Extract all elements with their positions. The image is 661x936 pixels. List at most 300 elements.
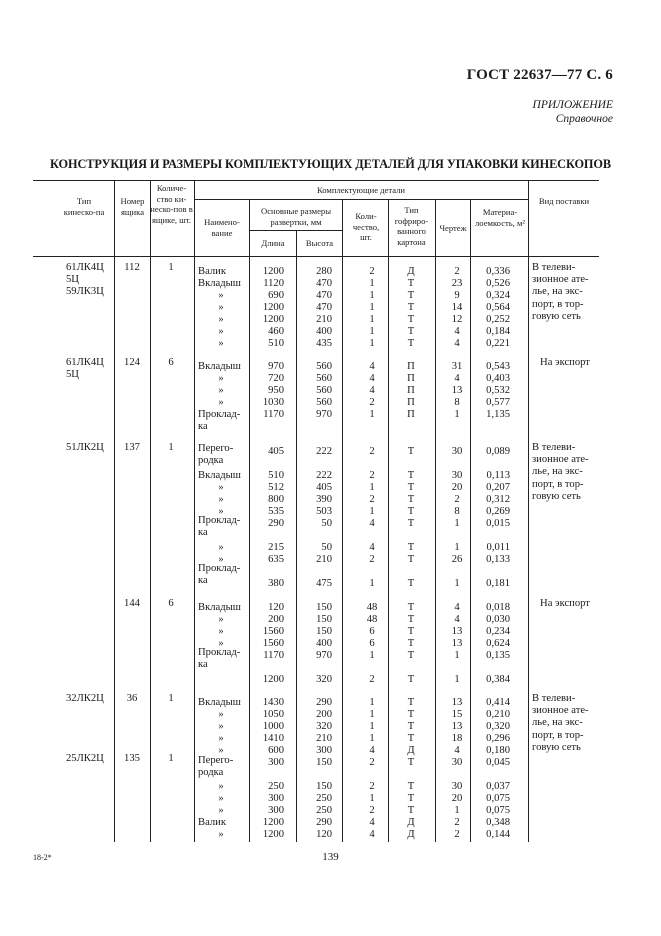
length-cell: 200 [268, 614, 284, 625]
ditto-mark: » [218, 397, 224, 408]
delivery-cell: В телеви-зионное ате-лье, на экс-порт, в тор-говую сеть [532, 262, 589, 322]
part-name-cell: Проклад-ка [198, 647, 241, 670]
header-length: Длина [261, 238, 285, 248]
ditto-mark: » [218, 614, 224, 625]
material-cell: 0,015 [486, 518, 510, 529]
header-material: Материа-лоемкость, м² [475, 207, 525, 228]
box-number-cell: 36 [126, 693, 138, 704]
length-cell: 380 [268, 578, 284, 589]
delivery-cell: На экспорт [540, 598, 590, 609]
qty-cell: 1 [369, 733, 375, 744]
ditto-mark: » [218, 626, 224, 637]
col-divider [435, 199, 436, 842]
part-name-cell: Вкладыш [198, 697, 241, 708]
qty-cell: 1 [369, 326, 375, 337]
ditto-mark: » [218, 482, 224, 493]
length-cell: 290 [268, 518, 284, 529]
qty-cell: 4 [369, 361, 375, 372]
ditto-mark: » [218, 793, 224, 804]
part-name-cell: Перего-родка [198, 755, 234, 778]
ditto-mark: » [218, 506, 224, 517]
height-cell: 50 [321, 518, 332, 529]
header-carton-type: Тип гофриро-ванного картона [394, 205, 429, 247]
carton-type-cell: П [407, 373, 415, 384]
length-cell: 510 [268, 470, 284, 481]
length-cell: 1120 [263, 278, 284, 289]
ditto-mark: » [218, 554, 224, 565]
drawing-cell: 1 [454, 674, 460, 685]
carton-type-cell: П [407, 385, 415, 396]
length-cell: 1560 [262, 638, 284, 649]
length-cell: 1200 [262, 314, 284, 325]
drawing-cell: 2 [454, 817, 460, 828]
length-cell: 1200 [262, 829, 284, 840]
length-cell: 1200 [262, 266, 284, 277]
page-number: 139 [322, 851, 339, 863]
length-cell: 512 [268, 482, 284, 493]
col-divider [470, 199, 471, 842]
height-cell: 470 [316, 302, 332, 313]
drawing-cell: 4 [454, 745, 460, 756]
drawing-cell: 1 [454, 805, 460, 816]
qty-cell: 1 [369, 721, 375, 732]
drawing-cell: 8 [454, 506, 460, 517]
material-cell: 0,045 [486, 757, 510, 768]
carton-type-cell: Т [407, 614, 415, 625]
drawing-cell: 13 [451, 721, 463, 732]
height-cell: 210 [316, 314, 332, 325]
part-name-cell: Проклад-ка [198, 563, 241, 586]
qty-cell: 1 [369, 482, 375, 493]
appendix-note: Справочное [555, 113, 613, 125]
header-tube-type: Тип кинеско-па [63, 196, 105, 217]
col-divider [296, 230, 297, 842]
drawing-cell: 31 [451, 361, 463, 372]
drawing-cell: 4 [454, 373, 460, 384]
material-cell: 0,296 [486, 733, 510, 744]
carton-type-cell: Т [407, 554, 415, 565]
part-name-cell: Вкладыш [198, 470, 241, 481]
carton-type-cell: Т [407, 674, 415, 685]
length-cell: 800 [268, 494, 284, 505]
material-cell: 0,180 [486, 745, 510, 756]
material-cell: 0,252 [486, 314, 510, 325]
drawing-cell: 30 [451, 757, 463, 768]
carton-type-cell: Т [407, 638, 415, 649]
box-number-cell: 112 [124, 262, 140, 273]
material-cell: 0,113 [486, 470, 510, 481]
height-cell: 475 [316, 578, 332, 589]
header-bottom-rule [33, 256, 599, 257]
ditto-mark: » [218, 494, 224, 505]
qty-cell: 4 [369, 745, 375, 756]
qty-cell: 4 [369, 373, 375, 384]
carton-type-cell: Т [407, 626, 415, 637]
height-cell: 970 [316, 650, 332, 661]
carton-type-cell: Т [407, 757, 415, 768]
part-name-cell: Проклад-ка [198, 409, 241, 432]
drawing-cell: 9 [454, 290, 460, 301]
height-cell: 400 [316, 638, 332, 649]
part-name-cell: Валик [198, 266, 226, 277]
qty-cell: 4 [369, 817, 375, 828]
qty-cell: 1 [369, 650, 375, 661]
height-cell: 560 [316, 373, 332, 384]
material-cell: 0,526 [486, 278, 510, 289]
drawing-cell: 2 [454, 266, 460, 277]
col-divider [249, 199, 250, 842]
material-cell: 0,221 [486, 338, 510, 349]
header-name: Наимено-вание [204, 217, 240, 238]
carton-type-cell: Д [407, 266, 415, 277]
height-cell: 503 [316, 506, 332, 517]
material-cell: 0,210 [486, 709, 510, 720]
carton-type-cell: Д [407, 817, 415, 828]
height-cell: 435 [316, 338, 332, 349]
carton-type-cell: Т [407, 709, 415, 720]
drawing-cell: 1 [454, 518, 460, 529]
length-cell: 250 [268, 781, 284, 792]
qty-cell: 2 [369, 781, 375, 792]
material-cell: 0,075 [486, 793, 510, 804]
drawing-cell: 2 [454, 494, 460, 505]
length-cell: 1430 [262, 697, 284, 708]
tube-type-cell: 25ЛК2Ц [66, 753, 104, 764]
material-cell: 0,181 [486, 578, 510, 589]
length-cell: 1000 [262, 721, 284, 732]
material-cell: 0,564 [486, 302, 510, 313]
tube-count-cell: 1 [168, 693, 174, 704]
material-cell: 0,011 [486, 542, 510, 553]
qty-cell: 1 [369, 314, 375, 325]
material-cell: 0,577 [486, 397, 510, 408]
height-cell: 150 [316, 626, 332, 637]
drawing-cell: 14 [451, 302, 463, 313]
carton-type-cell: Т [407, 733, 415, 744]
qty-cell: 2 [369, 554, 375, 565]
header-box-no: Номер ящика [120, 196, 145, 217]
length-cell: 970 [268, 361, 284, 372]
drawing-cell: 18 [451, 733, 463, 744]
part-name-cell: Проклад-ка [198, 515, 241, 538]
qty-cell: 48 [366, 602, 378, 613]
drawing-cell: 4 [454, 602, 460, 613]
carton-type-cell: Т [407, 721, 415, 732]
carton-type-cell: Т [407, 793, 415, 804]
length-cell: 405 [268, 446, 284, 457]
box-number-cell: 124 [124, 357, 140, 368]
ditto-mark: » [218, 542, 224, 553]
qty-cell: 2 [369, 470, 375, 481]
qty-cell: 1 [369, 506, 375, 517]
carton-type-cell: Д [407, 745, 415, 756]
material-cell: 0,624 [486, 638, 510, 649]
appendix-title: ПРИЛОЖЕНИЕ [532, 99, 613, 111]
height-cell: 210 [316, 733, 332, 744]
height-cell: 560 [316, 385, 332, 396]
material-cell: 0,089 [486, 446, 510, 457]
part-name-cell: Валик [198, 817, 226, 828]
length-cell: 1200 [262, 674, 284, 685]
length-cell: 1200 [262, 302, 284, 313]
qty-cell: 2 [369, 757, 375, 768]
qty-cell: 48 [366, 614, 378, 625]
appendix-label [533, 98, 613, 126]
material-cell: 0,336 [486, 266, 510, 277]
carton-type-cell: Т [407, 805, 415, 816]
carton-type-cell: Т [407, 697, 415, 708]
part-name-cell: Вкладыш [198, 361, 241, 372]
height-cell: 470 [316, 290, 332, 301]
qty-cell: 1 [369, 793, 375, 804]
tube-count-cell: 6 [168, 357, 174, 368]
tube-count-cell: 6 [168, 598, 174, 609]
drawing-cell: 13 [451, 697, 463, 708]
col-divider [150, 180, 151, 842]
height-cell: 320 [316, 674, 332, 685]
drawing-cell: 30 [451, 470, 463, 481]
drawing-cell: 30 [451, 446, 463, 457]
length-cell: 950 [268, 385, 284, 396]
height-cell: 250 [316, 793, 332, 804]
height-cell: 470 [316, 278, 332, 289]
qty-cell: 6 [369, 638, 375, 649]
height-cell: 300 [316, 745, 332, 756]
length-cell: 1410 [262, 733, 284, 744]
drawing-cell: 2 [454, 829, 460, 840]
part-name-cell: Вкладыш [198, 602, 241, 613]
col-divider [388, 199, 389, 842]
qty-cell: 6 [369, 626, 375, 637]
ditto-mark: » [218, 314, 224, 325]
header-parts-group: Комплектующие детали [316, 185, 405, 195]
drawing-cell: 13 [451, 626, 463, 637]
carton-type-cell: Т [407, 542, 415, 553]
delivery-cell: В телеви-зионное ате-лье, на экс-порт, в тор-говую сеть [532, 693, 589, 753]
material-cell: 0,269 [486, 506, 510, 517]
carton-type-cell: Т [407, 290, 415, 301]
box-number-cell: 137 [124, 442, 140, 453]
delivery-cell: В телеви-зионное ате-лье, на экс-порт, в тор-говую сеть [532, 442, 589, 502]
qty-cell: 2 [369, 494, 375, 505]
ditto-mark: » [218, 302, 224, 313]
material-cell: 0,018 [486, 602, 510, 613]
part-name-cell: Вкладыш [198, 278, 241, 289]
carton-type-cell: Т [407, 302, 415, 313]
ditto-mark: » [218, 805, 224, 816]
tube-type-cell: 61ЛК4Ц 5Ц 59ЛК3Ц [66, 262, 104, 297]
length-cell: 1200 [262, 817, 284, 828]
height-cell: 970 [316, 409, 332, 420]
drawing-cell: 12 [451, 314, 463, 325]
carton-type-cell: П [407, 409, 415, 420]
tube-type-cell: 32ЛК2Ц [66, 693, 104, 704]
carton-type-cell: Т [407, 602, 415, 613]
height-cell: 222 [316, 470, 332, 481]
length-cell: 1050 [262, 709, 284, 720]
qty-cell: 4 [369, 829, 375, 840]
drawing-cell: 1 [454, 578, 460, 589]
drawing-cell: 8 [454, 397, 460, 408]
length-cell: 635 [268, 554, 284, 565]
material-cell: 0,207 [486, 482, 510, 493]
tube-count-cell: 1 [168, 753, 174, 764]
box-number-cell: 135 [124, 753, 140, 764]
length-cell: 600 [268, 745, 284, 756]
carton-type-cell: П [407, 361, 415, 372]
length-cell: 1170 [263, 650, 284, 661]
height-cell: 560 [316, 361, 332, 372]
ditto-mark: » [218, 709, 224, 720]
header-qty: Коли-чество, шт. [352, 211, 380, 243]
ditto-mark: » [218, 326, 224, 337]
qty-cell: 4 [369, 518, 375, 529]
material-cell: 0,184 [486, 326, 510, 337]
drawing-cell: 1 [454, 650, 460, 661]
header-tube-count: Количе-ство ки-неско-пов в ящике, шт. [150, 183, 193, 225]
tube-count-cell: 1 [168, 262, 174, 273]
ditto-mark: » [218, 781, 224, 792]
carton-type-cell: Т [407, 314, 415, 325]
carton-type-cell: Т [407, 338, 415, 349]
material-cell: 0,030 [486, 614, 510, 625]
material-cell: 0,348 [486, 817, 510, 828]
qty-cell: 1 [369, 338, 375, 349]
height-cell: 150 [316, 781, 332, 792]
header-drawing: Чертеж [439, 223, 467, 233]
length-cell: 690 [268, 290, 284, 301]
box-number-cell: 144 [124, 598, 140, 609]
drawing-cell: 20 [451, 482, 463, 493]
header-main-dims: Основные размеры развертки, мм [260, 206, 332, 227]
ditto-mark: » [218, 829, 224, 840]
qty-cell: 2 [369, 266, 375, 277]
tube-count-cell: 1 [168, 442, 174, 453]
col-divider [528, 180, 529, 842]
drawing-cell: 26 [451, 554, 463, 565]
col-divider [342, 199, 343, 842]
drawing-cell: 13 [451, 638, 463, 649]
height-cell: 150 [316, 602, 332, 613]
height-cell: 560 [316, 397, 332, 408]
header-height: Высота [305, 238, 334, 248]
length-cell: 1170 [263, 409, 284, 420]
drawing-cell: 13 [451, 385, 463, 396]
carton-type-cell: Т [407, 326, 415, 337]
height-cell: 290 [316, 817, 332, 828]
length-cell: 120 [268, 602, 284, 613]
drawing-cell: 4 [454, 614, 460, 625]
qty-cell: 1 [369, 709, 375, 720]
qty-cell: 1 [369, 302, 375, 313]
length-cell: 720 [268, 373, 284, 384]
col-divider [114, 180, 115, 842]
tube-type-cell: 61ЛК4Ц 5Ц [66, 357, 104, 380]
material-cell: 0,133 [486, 554, 510, 565]
qty-cell: 2 [369, 446, 375, 457]
parts-group-rule [194, 199, 528, 200]
qty-cell: 4 [369, 542, 375, 553]
length-cell: 535 [268, 506, 284, 517]
drawing-cell: 1 [454, 409, 460, 420]
ditto-mark: » [218, 385, 224, 396]
delivery-cell: На экспорт [540, 357, 590, 368]
qty-cell: 1 [369, 409, 375, 420]
ditto-mark: » [218, 721, 224, 732]
ditto-mark: » [218, 638, 224, 649]
height-cell: 250 [316, 805, 332, 816]
col-divider [194, 180, 195, 842]
document-reference: ГОСТ 22637—77 С. 6 [466, 67, 613, 83]
carton-type-cell: Т [407, 781, 415, 792]
height-cell: 150 [316, 757, 332, 768]
length-cell: 215 [268, 542, 284, 553]
print-code: 18-2* [33, 853, 52, 862]
carton-type-cell: Т [407, 494, 415, 505]
material-cell: 0,144 [486, 829, 510, 840]
material-cell: 0,075 [486, 805, 510, 816]
ditto-mark: » [218, 745, 224, 756]
material-cell: 0,312 [486, 494, 510, 505]
material-cell: 0,543 [486, 361, 510, 372]
material-cell: 0,324 [486, 290, 510, 301]
qty-cell: 1 [369, 278, 375, 289]
height-cell: 120 [316, 829, 332, 840]
table-title: КОНСТРУКЦИЯ И РАЗМЕРЫ КОМПЛЕКТУЮЩИХ ДЕТАЛЕЙ ДЛЯ УПАКОВКИ КИНЕСКОПОВ [50, 157, 611, 171]
height-cell: 405 [316, 482, 332, 493]
carton-type-cell: Т [407, 482, 415, 493]
qty-cell: 1 [369, 290, 375, 301]
ditto-mark: » [218, 373, 224, 384]
material-cell: 0,037 [486, 781, 510, 792]
table-top-rule [33, 180, 599, 181]
height-cell: 320 [316, 721, 332, 732]
length-cell: 1030 [262, 397, 284, 408]
qty-cell: 2 [369, 397, 375, 408]
length-cell: 300 [268, 757, 284, 768]
qty-cell: 1 [369, 578, 375, 589]
drawing-cell: 20 [451, 793, 463, 804]
material-cell: 0,234 [486, 626, 510, 637]
length-cell: 300 [268, 793, 284, 804]
carton-type-cell: Д [407, 829, 415, 840]
height-cell: 400 [316, 326, 332, 337]
qty-cell: 4 [369, 385, 375, 396]
height-cell: 200 [316, 709, 332, 720]
carton-type-cell: Т [407, 470, 415, 481]
carton-type-cell: Т [407, 278, 415, 289]
part-name-cell: Перего-родка [198, 443, 234, 466]
height-cell: 150 [316, 614, 332, 625]
ditto-mark: » [218, 338, 224, 349]
ditto-mark: » [218, 290, 224, 301]
ditto-mark: » [218, 733, 224, 744]
carton-type-cell: Т [407, 578, 415, 589]
material-cell: 0,384 [486, 674, 510, 685]
length-cell: 1560 [262, 626, 284, 637]
qty-cell: 2 [369, 805, 375, 816]
height-cell: 290 [316, 697, 332, 708]
carton-type-cell: Т [407, 506, 415, 517]
height-cell: 50 [321, 542, 332, 553]
material-cell: 0,135 [486, 650, 510, 661]
drawing-cell: 4 [454, 338, 460, 349]
height-cell: 210 [316, 554, 332, 565]
drawing-cell: 30 [451, 781, 463, 792]
carton-type-cell: Т [407, 446, 415, 457]
carton-type-cell: П [407, 397, 415, 408]
drawing-cell: 23 [451, 278, 463, 289]
